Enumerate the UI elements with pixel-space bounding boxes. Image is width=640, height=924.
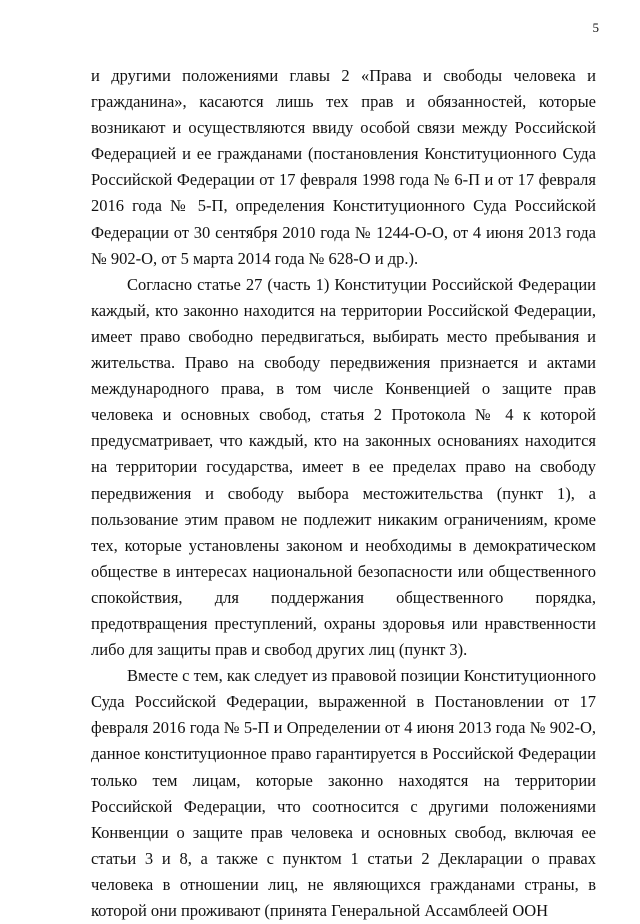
body-text bbox=[91, 63, 596, 924]
paragraph-continuation: и другими положениями главы 2 «Права и свободы человека и гражданина», касаются лишь тех прав и обязанностей, которые возникают и осуществляются ввиду особой связи между Российской Федерацией и ее гражданами (постановления Конституционного Суда Российской Федерации от 17 февраля 1998 года № 6-П и от 17 февраля 2016 года № 5-П, определения Конституционного Суда Российской Федерации от 30 сентября 2010 года № 1244-О-О, от 4 июня 2013 года № 902-О, от 5 марта 2014 года № 628-О и др.). bbox=[91, 66, 596, 268]
page-number: 5 bbox=[592, 20, 599, 35]
paragraph-article-27: Согласно статье 27 (часть 1) Конституции Российской Федерации каждый, кто законно находится на территории Российской Федерации, имеет право свободно передвигаться, выбирать место пребывания и жительства. Право на свободу передвижения признается и актами международного права, в том числе Конвенцией о защите прав человека и основных свобод, статья 2 Протокола № 4 к которой предусматривает, что каждый, кто на законных основаниях находится на территории государства, имеет в ее пределах право на свободу передвижения и свободу выбора местожительства (пункт 1), а пользование этим правом не подлежит никаким ограничениям, кроме тех, которые установлены законом и необходимы в демократическом обществе в интересах национальной безопасности или общественного спокойствия, для поддержания общественного порядка, предотвращения преступлений, охраны здоровья или нравственности либо для защиты прав и свобод других лиц (пункт 3). bbox=[91, 274, 596, 660]
paragraph-legal-position: Вместе с тем, как следует из правовой позиции Конституционного Суда Российской Федерации, выраженной в Постановлении от 17 февраля 2016 года № 5-П и Определении от 4 июня 2013 года № 902-О, данное конституционное право гарантируется в Российской Федерации только тем лицам, которые законно находятся на территории Российской Федерации, что соотносится с другими положениями Конвенции о защите прав человека и основных свобод, включая ее статьи 3 и 8, а также с пунктом 1 статьи 2 Декларации о правах человека в отношении лиц, не являющихся гражданами страны, в которой они проживают (принята Генеральной Ассамблеей ООН bbox=[91, 666, 596, 920]
